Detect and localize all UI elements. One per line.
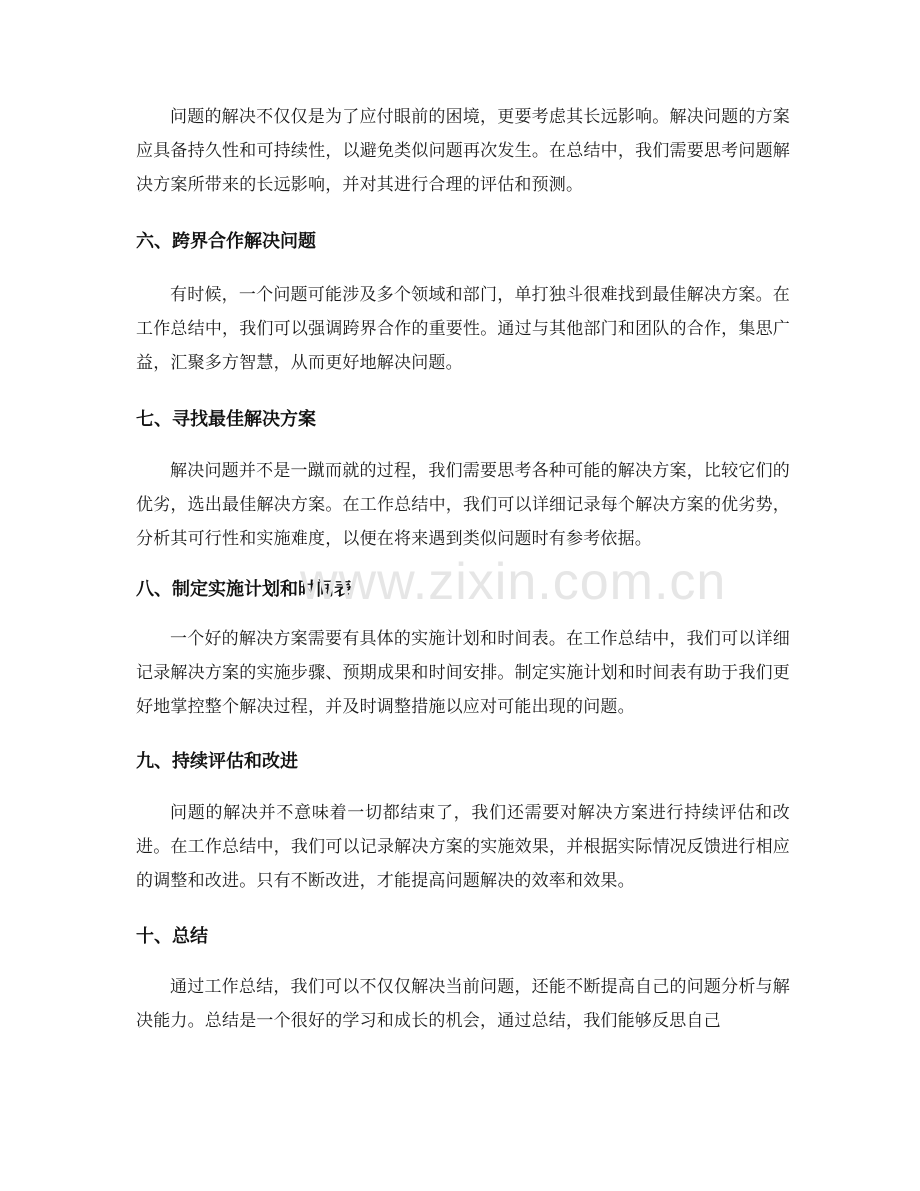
- section-6-heading-block: [136, 230, 790, 254]
- section-6-body: [136, 278, 790, 380]
- section-7-heading-block: [136, 408, 790, 432]
- section-paragraph: 解决问题并不是一蹴而就的过程，我们需要思考各种可能的解决方案，比较它们的优劣，选出最佳解决方案。在工作总结中，我们可以详细记录每个解决方案的优劣势，分析其可行性和实施难度，以便在将来遇到类似问题时有参考依据。: [136, 461, 790, 549]
- paragraph-text: 问题的解决不仅仅是为了应付眼前的困境，更要考虑其长远影响。解决问题的方案应具备持久性和可持续性，以避免类似问题再次发生。在总结中，我们需要思考问题解决方案所带来的长远影响，并对其进行合理的评估和预测。: [136, 107, 790, 195]
- paragraph-intro: [136, 100, 790, 202]
- section-9-heading-block: [136, 750, 790, 774]
- section-10-heading-block: [136, 925, 790, 949]
- section-paragraph: 问题的解决并不意味着一切都结束了，我们还需要对解决方案进行持续评估和改进。在工作总结中，我们可以记录解决方案的实施效果，并根据实际情况反馈进行相应的调整和改进。只有不断改进，才能提高问题解决的效率和效果。: [136, 803, 790, 891]
- section-heading: 七、寻找最佳解决方案: [136, 409, 316, 430]
- section-heading: 六、跨界合作解决问题: [136, 231, 316, 252]
- section-10-body: [136, 970, 790, 1038]
- section-heading: 十、总结: [136, 926, 208, 947]
- section-8-body: [136, 622, 790, 724]
- section-paragraph: 有时候，一个问题可能涉及多个领域和部门，单打独斗很难找到最佳解决方案。在工作总结中，我们可以强调跨界合作的重要性。通过与其他部门和团队的合作，集思广益，汇聚多方智慧，从而更好地解决问题。: [136, 285, 790, 373]
- section-paragraph: 一个好的解决方案需要有具体的实施计划和时间表。在工作总结中，我们可以详细记录解决方案的实施步骤、预期成果和时间安排。制定实施计划和时间表有助于我们更好地掌控整个解决过程，并及时调整措施以应对可能出现的问题。: [136, 629, 790, 717]
- section-7-body: [136, 454, 790, 556]
- section-8-heading-block: [136, 578, 790, 602]
- watermark: www.zixin.com.cn: [300, 553, 727, 611]
- section-heading: 八、制定实施计划和时间表: [136, 579, 352, 600]
- section-9-body: [136, 796, 790, 898]
- section-heading: 九、持续评估和改进: [136, 751, 298, 772]
- section-paragraph: 通过工作总结，我们可以不仅仅解决当前问题，还能不断提高自己的问题分析与解决能力。总结是一个很好的学习和成长的机会，通过总结，我们能够反思自己: [136, 977, 790, 1031]
